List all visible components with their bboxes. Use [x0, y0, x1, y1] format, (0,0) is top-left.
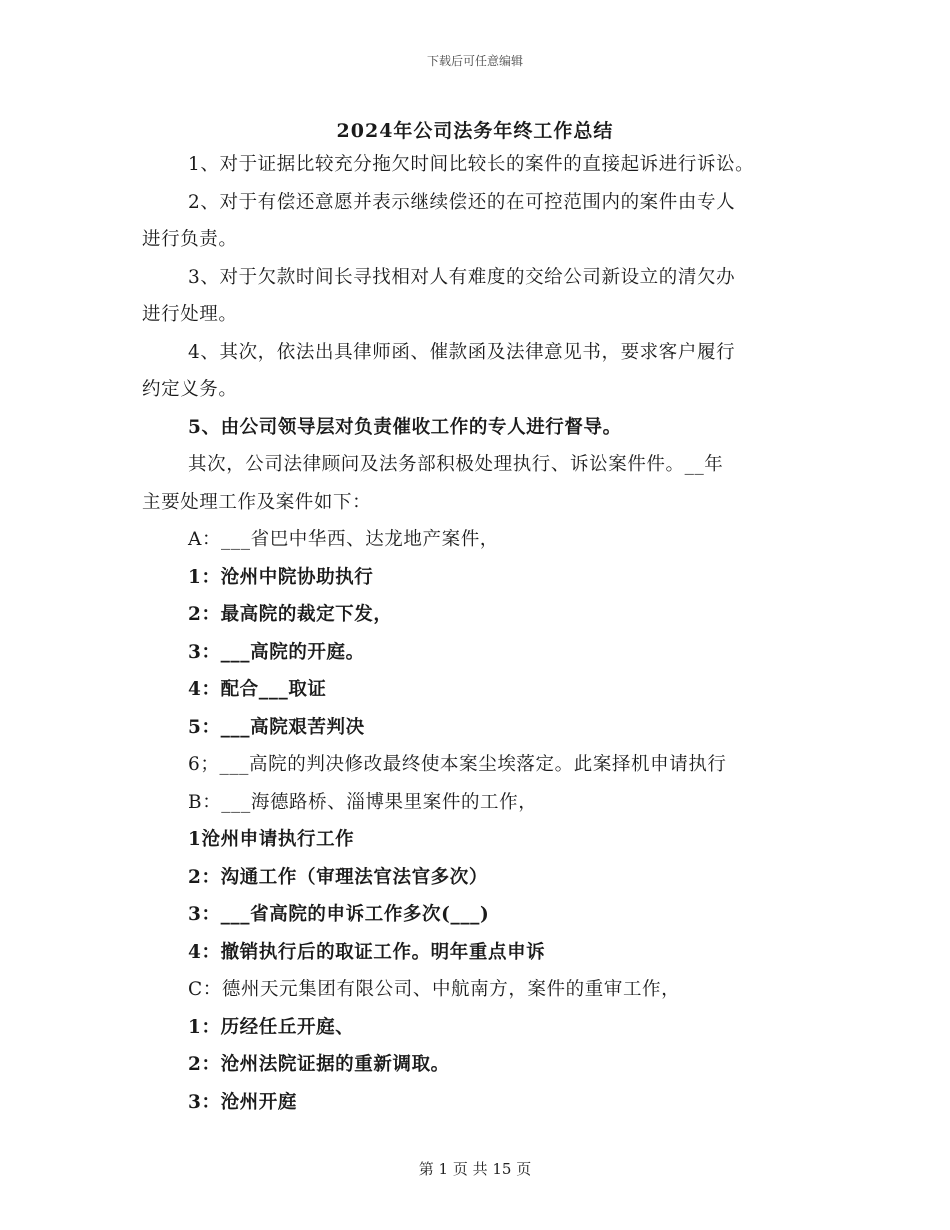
paragraph-line: 4、其次，依法出具律师函、催款函及法律意见书，要求客户履行: [188, 341, 736, 363]
paragraph-line: A：___省巴中华西、达龙地产案件，: [188, 529, 499, 550]
paragraph-line: 2、对于有偿还意愿并表示继续偿还的在可控范围内的案件由专人: [188, 191, 736, 213]
paragraph-line: 进行负责。: [142, 229, 238, 250]
paragraph-line: 3：___高院的开庭。: [188, 641, 365, 663]
paragraph-line: 5：___高院艰苦判决: [188, 716, 365, 738]
paragraph-line: 3、对于欠款时间长寻找相对人有难度的交给公司新设立的清欠办: [188, 266, 736, 288]
document-body: [142, 146, 814, 1121]
paragraph-line: 其次，公司法律顾问及法务部积极处理执行、诉讼案件件。__年: [188, 454, 724, 475]
paragraph-line: 进行处理。: [142, 304, 238, 325]
paragraph-line: 5、由公司领导层对负责催收工作的专人进行督导。: [188, 416, 622, 438]
header-note: 下载后可任意编辑: [426, 54, 523, 68]
paragraph-line: 主要处理工作及案件如下：: [142, 491, 372, 513]
paragraph-line: 3：沧州开庭: [188, 1091, 297, 1113]
paragraph-line: 4：配合___取证: [188, 679, 327, 700]
paragraph-line: 1：历经任丘开庭、: [188, 1016, 355, 1038]
paragraph-line: 1沧州申请执行工作: [188, 829, 355, 850]
paragraph-line: C：德州天元集团有限公司、中航南方，案件的重审工作，: [188, 979, 681, 1000]
paragraph-line: 1、对于证据比较充分拖欠时间比较长的案件的直接起诉进行诉讼。: [188, 154, 755, 175]
paragraph-line: 4：撤销执行后的取证工作。明年重点申诉: [188, 941, 546, 963]
paragraph-line: 2：最高院的裁定下发，: [188, 604, 393, 625]
paragraph-line: 2：沧州法院证据的重新调取。: [188, 1054, 450, 1075]
page-number: 第 1 页 共 15 页: [418, 1160, 532, 1178]
paragraph-line: 1：沧州中院协助执行: [188, 566, 374, 588]
paragraph-line: 2：沟通工作（审理法官法官多次）: [188, 866, 488, 888]
paragraph-line: 3：___省高院的申诉工作多次(___): [188, 904, 490, 925]
paragraph-line: B：___海德路桥、淄博果里案件的工作，: [188, 791, 538, 813]
paragraph-line: 6；___高院的判决修改最终使本案尘埃落定。此案择机申请执行: [188, 754, 727, 775]
paragraph-line: 约定义务。: [142, 379, 238, 400]
document-title: 2024年公司法务年终工作总结: [336, 120, 614, 142]
